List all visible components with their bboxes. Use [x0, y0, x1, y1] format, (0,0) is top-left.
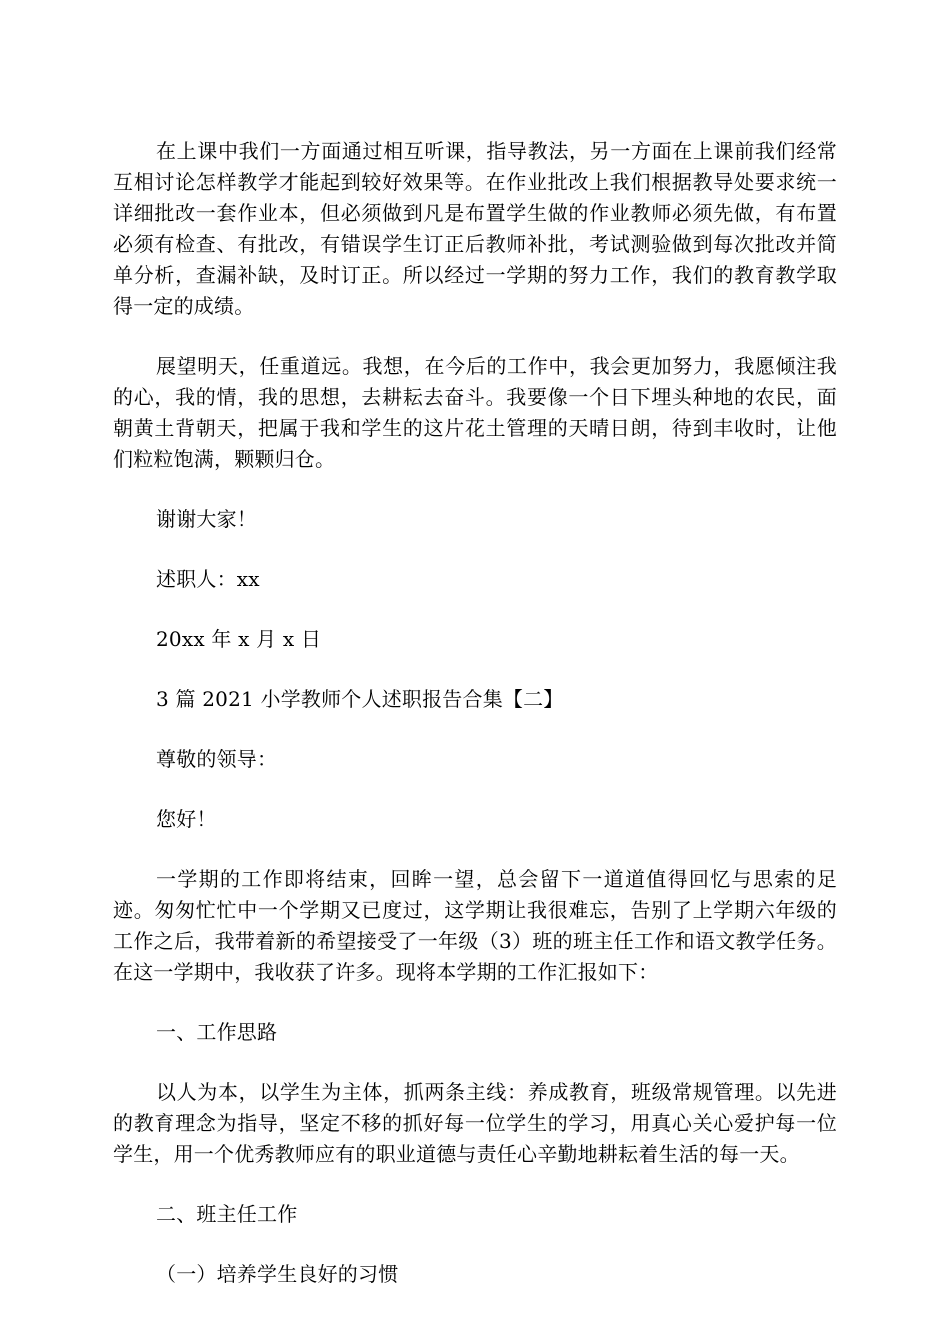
- reporter-line: 述职人：xx: [156, 567, 260, 591]
- salutation-line: 尊敬的领导：: [156, 747, 278, 771]
- paragraph-intro: 一学期的工作即将结束，回眸一望，总会留下一道道值得回忆与思索的足迹。匆匆忙忙中一个学期又已度过，这学期让我很难忘，告别了上学期六年级的工作之后，我带着新的希望接受了一年级（3）班的班主任工作和语文教学任务。在这一学期中，我收获了许多。现将本学期的工作汇报如下：: [113, 867, 837, 984]
- date-line: 20xx 年 x 月 x 日: [156, 627, 322, 651]
- section-title: 3 篇 2021 小学教师个人述职报告合集【二】: [156, 687, 564, 711]
- paragraph-teaching-work: 在上课中我们一方面通过相互听课，指导教法，另一方面在上课前我们经常互相讨论怎样教学才能起到较好效果等。在作业批改上我们根据教导处要求统一详细批改一套作业本，但必须做到凡是布置学生做的作业教师必须先做，有布置必须有检查、有批改，有错误学生订正后教师补批，考试测验做到每次批改并简单分析，查漏补缺，及时订正。所以经过一学期的努力工作，我们的教育教学取得一定的成绩。: [113, 139, 837, 318]
- heading-work-ideas: 一、工作思路: [156, 1020, 278, 1044]
- heading-class-teacher-work: 二、班主任工作: [156, 1202, 298, 1226]
- paragraph-work-ideas: 以人为本，以学生为主体，抓两条主线：养成教育，班级常规管理。以先进的教育理念为指导，坚定不移的抓好每一位学生的学习，用真心关心爱护每一位学生，用一个优秀教师应有的职业道德与责任心辛勤地耕耘着生活的每一天。: [113, 1080, 837, 1166]
- subheading-good-habits: （一）培养学生良好的习惯: [156, 1262, 399, 1286]
- thanks-line: 谢谢大家！: [156, 507, 257, 531]
- document-body: [113, 136, 837, 1319]
- paragraph-outlook: 展望明天，任重道远。我想，在今后的工作中，我会更加努力，我愿倾注我的心，我的情，我的思想，去耕耘去奋斗。我要像一个日下埋头种地的农民，面朝黄土背朝天，把属于我和学生的这片花土管理的天晴日朗，待到丰收时，让他们粒粒饱满，颗颗归仓。: [113, 354, 837, 471]
- greeting-line: 您好！: [156, 807, 217, 831]
